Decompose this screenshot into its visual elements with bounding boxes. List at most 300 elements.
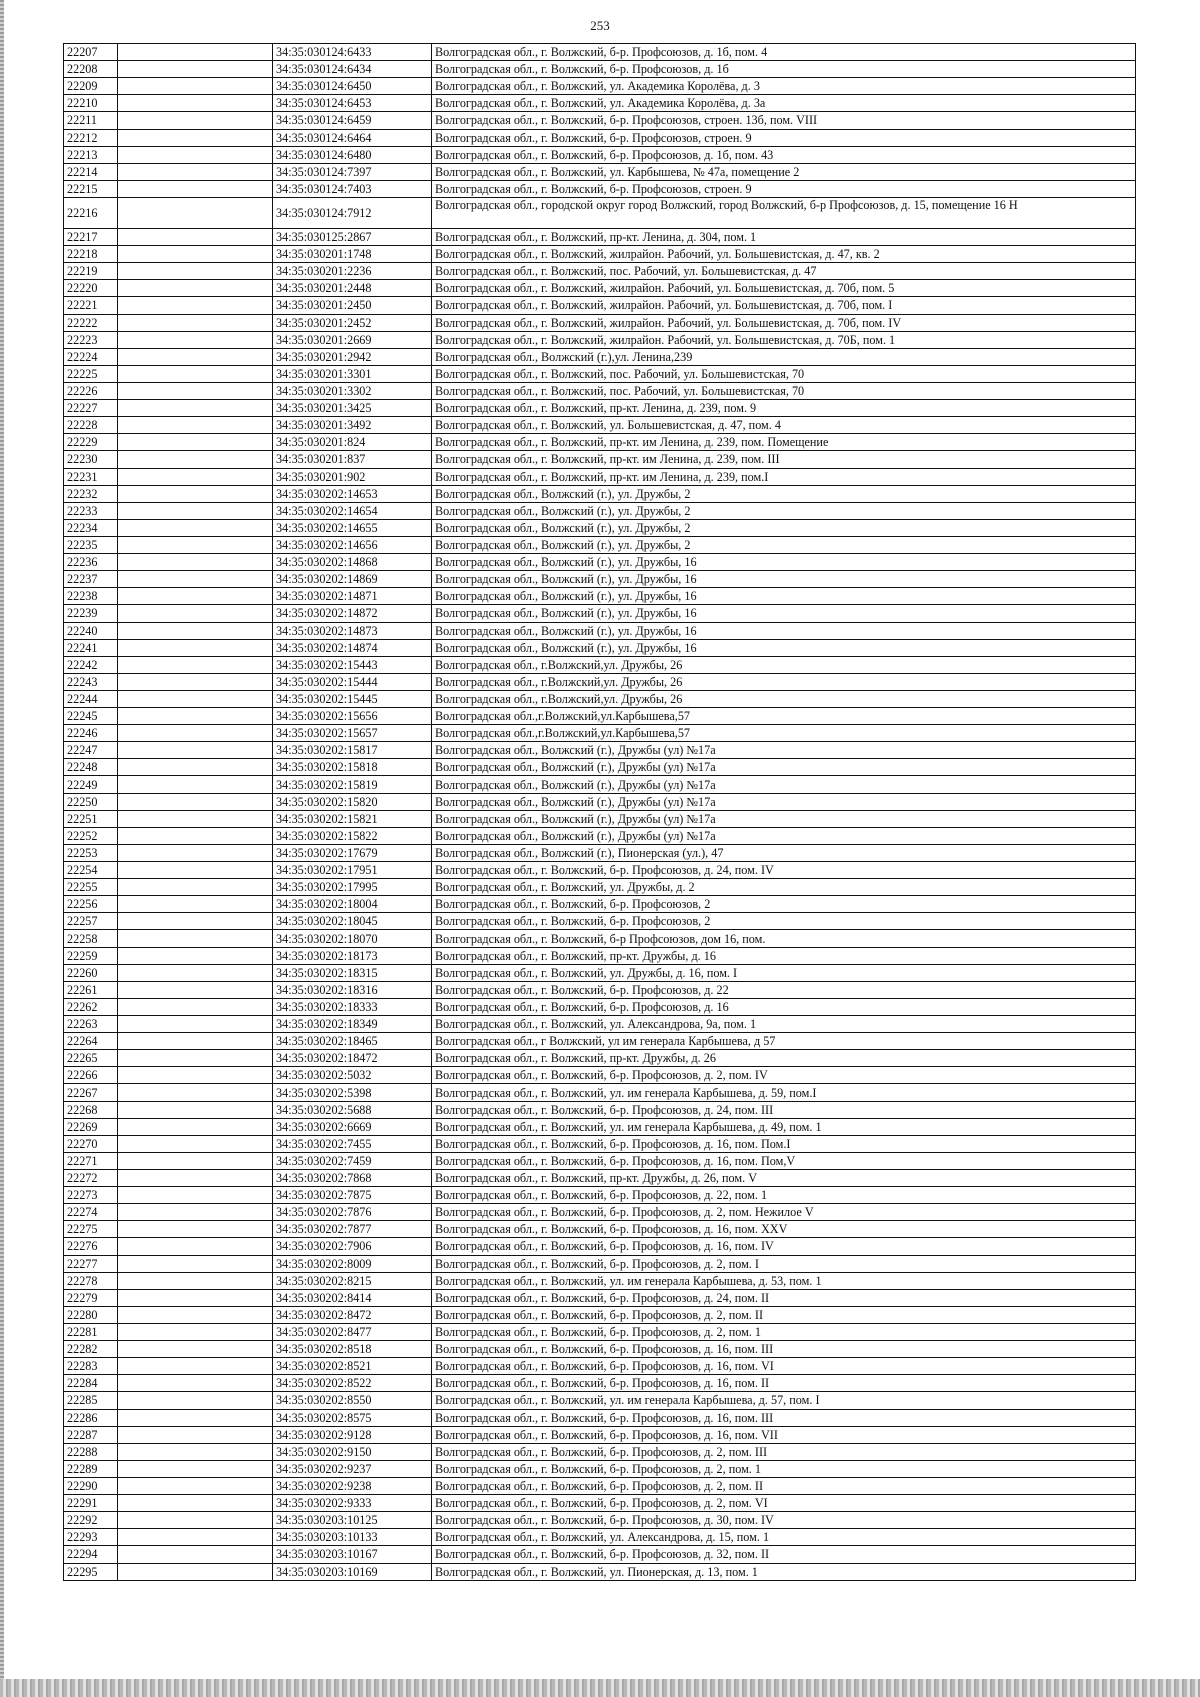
empty-cell bbox=[118, 1460, 273, 1477]
table-row bbox=[64, 95, 1136, 112]
row-number-cell: 22289 bbox=[64, 1460, 118, 1477]
cadastral-number-cell: 34:35:030202:8522 bbox=[273, 1375, 432, 1392]
table-row bbox=[64, 502, 1136, 519]
address-cell: Волгоградская обл., г. Волжский, б-р. Профсоюзов, д. 24, пом. II bbox=[432, 1289, 1136, 1306]
row-number-cell: 22211 bbox=[64, 112, 118, 129]
row-number-cell: 22282 bbox=[64, 1341, 118, 1358]
table-row bbox=[64, 725, 1136, 742]
cadastral-number-cell: 34:35:030201:2448 bbox=[273, 280, 432, 297]
row-number-cell: 22258 bbox=[64, 930, 118, 947]
cadastral-number-cell: 34:35:030202:18004 bbox=[273, 896, 432, 913]
row-number-cell: 22222 bbox=[64, 314, 118, 331]
address-cell: Волгоградская обл., г. Волжский, пр-кт. Ленина, д. 239, пом. 9 bbox=[432, 400, 1136, 417]
cadastral-number-cell: 34:35:030124:6480 bbox=[273, 146, 432, 163]
row-number-cell: 22293 bbox=[64, 1529, 118, 1546]
row-number-cell: 22219 bbox=[64, 263, 118, 280]
cadastral-number-cell: 34:35:030202:5032 bbox=[273, 1067, 432, 1084]
table-row bbox=[64, 913, 1136, 930]
empty-cell bbox=[118, 571, 273, 588]
row-number-cell: 22278 bbox=[64, 1272, 118, 1289]
cadastral-number-cell: 34:35:030202:14871 bbox=[273, 588, 432, 605]
address-cell: Волгоградская обл., г. Волжский, пр-кт. Дружбы, д. 26, пом. V bbox=[432, 1170, 1136, 1187]
cadastral-number-cell: 34:35:030202:14868 bbox=[273, 554, 432, 571]
empty-cell bbox=[118, 197, 273, 228]
address-cell: Волгоградская обл., Волжский (г.), ул. Дружбы, 16 bbox=[432, 605, 1136, 622]
row-number-cell: 22256 bbox=[64, 896, 118, 913]
address-cell: Волгоградская обл., Волжский (г.), Дружбы (ул) №17а bbox=[432, 827, 1136, 844]
empty-cell bbox=[118, 417, 273, 434]
cadastral-number-cell: 34:35:030202:18315 bbox=[273, 964, 432, 981]
address-cell: Волгоградская обл., городской округ город Волжский, город Волжский, б-р Профсоюзов, д. 15, помещение 16 Н bbox=[432, 197, 1136, 228]
row-number-cell: 22209 bbox=[64, 78, 118, 95]
cadastral-number-cell: 34:35:030202:18333 bbox=[273, 998, 432, 1015]
cadastral-number-cell: 34:35:030202:18472 bbox=[273, 1050, 432, 1067]
table-row bbox=[64, 61, 1136, 78]
table-row bbox=[64, 129, 1136, 146]
address-cell: Волгоградская обл., г. Волжский, б-р. Профсоюзов, д. 2, пом. II bbox=[432, 1306, 1136, 1323]
empty-cell bbox=[118, 1495, 273, 1512]
address-cell: Волгоградская обл., Волжский (г.), ул. Дружбы, 2 bbox=[432, 502, 1136, 519]
row-number-cell: 22280 bbox=[64, 1306, 118, 1323]
empty-cell bbox=[118, 964, 273, 981]
cadastral-number-cell: 34:35:030202:18045 bbox=[273, 913, 432, 930]
empty-cell bbox=[118, 1426, 273, 1443]
empty-cell bbox=[118, 78, 273, 95]
table-row bbox=[64, 297, 1136, 314]
empty-cell bbox=[118, 913, 273, 930]
address-cell: Волгоградская обл., г. Волжский, б-р. Профсоюзов, д. 2, пом. VI bbox=[432, 1495, 1136, 1512]
row-number-cell: 22238 bbox=[64, 588, 118, 605]
row-number-cell: 22286 bbox=[64, 1409, 118, 1426]
row-number-cell: 22243 bbox=[64, 673, 118, 690]
row-number-cell: 22291 bbox=[64, 1495, 118, 1512]
table-row bbox=[64, 1050, 1136, 1067]
row-number-cell: 22208 bbox=[64, 61, 118, 78]
table-row bbox=[64, 112, 1136, 129]
address-cell: Волгоградская обл., г. Волжский, б-р. Профсоюзов, д. 24, пом. III bbox=[432, 1101, 1136, 1118]
cadastral-number-cell: 34:35:030124:7397 bbox=[273, 163, 432, 180]
cadastral-number-cell: 34:35:030202:15820 bbox=[273, 793, 432, 810]
empty-cell bbox=[118, 44, 273, 61]
address-cell: Волгоградская обл., г. Волжский, б-р. Профсоюзов, д. 16, пом. III bbox=[432, 1409, 1136, 1426]
empty-cell bbox=[118, 163, 273, 180]
address-cell: Волгоградская обл., г. Волжский, жилрайон. Рабочий, ул. Большевистская, д. 70б, пом. IV bbox=[432, 314, 1136, 331]
cadastral-number-cell: 34:35:030202:14873 bbox=[273, 622, 432, 639]
empty-cell bbox=[118, 112, 273, 129]
cadastral-number-cell: 34:35:030203:10167 bbox=[273, 1546, 432, 1563]
table-row bbox=[64, 536, 1136, 553]
address-cell: Волгоградская обл., Волжский (г.), Дружбы (ул) №17а bbox=[432, 742, 1136, 759]
row-number-cell: 22224 bbox=[64, 348, 118, 365]
address-cell: Волгоградская обл., г. Волжский, б-р. Профсоюзов, д. 2, пом. III bbox=[432, 1443, 1136, 1460]
address-cell: Волгоградская обл., г. Волжский, б-р Профсоюзов, дом 16, пом. bbox=[432, 930, 1136, 947]
cadastral-number-cell: 34:35:030202:9238 bbox=[273, 1477, 432, 1494]
row-number-cell: 22218 bbox=[64, 246, 118, 263]
cadastral-number-cell: 34:35:030201:2452 bbox=[273, 314, 432, 331]
empty-cell bbox=[118, 1323, 273, 1340]
cadastral-number-cell: 34:35:030202:8575 bbox=[273, 1409, 432, 1426]
empty-cell bbox=[118, 61, 273, 78]
empty-cell bbox=[118, 1101, 273, 1118]
empty-cell bbox=[118, 95, 273, 112]
empty-cell bbox=[118, 639, 273, 656]
address-cell: Волгоградская обл., Волжский (г.), ул. Дружбы, 16 bbox=[432, 588, 1136, 605]
address-cell: Волгоградская обл., г. Волжский, пр-кт. им Ленина, д. 239, пом. Помещение bbox=[432, 434, 1136, 451]
table-row bbox=[64, 1101, 1136, 1118]
empty-cell bbox=[118, 280, 273, 297]
cadastral-number-cell: 34:35:030124:7403 bbox=[273, 180, 432, 197]
empty-cell bbox=[118, 1084, 273, 1101]
empty-cell bbox=[118, 827, 273, 844]
row-number-cell: 22235 bbox=[64, 536, 118, 553]
cadastral-number-cell: 34:35:030202:9237 bbox=[273, 1460, 432, 1477]
cadastral-number-cell: 34:35:030202:7868 bbox=[273, 1170, 432, 1187]
empty-cell bbox=[118, 1306, 273, 1323]
row-number-cell: 22216 bbox=[64, 197, 118, 228]
empty-cell bbox=[118, 129, 273, 146]
cadastral-number-cell: 34:35:030201:902 bbox=[273, 468, 432, 485]
address-cell: Волгоградская обл., г. Волжский, ул. Александрова, д. 15, пом. 1 bbox=[432, 1529, 1136, 1546]
row-number-cell: 22270 bbox=[64, 1135, 118, 1152]
cadastral-number-cell: 34:35:030202:15821 bbox=[273, 810, 432, 827]
address-cell: Волгоградская обл., г. Волжский, б-р. Профсоюзов, д. 16, пом. Пом.I bbox=[432, 1135, 1136, 1152]
row-number-cell: 22283 bbox=[64, 1358, 118, 1375]
cadastral-number-cell: 34:35:030202:15817 bbox=[273, 742, 432, 759]
empty-cell bbox=[118, 1512, 273, 1529]
address-cell: Волгоградская обл., г. Волжский, б-р. Профсоюзов, д. 16, пом. IV bbox=[432, 1238, 1136, 1255]
scan-edge-left bbox=[0, 0, 4, 1697]
row-number-cell: 22237 bbox=[64, 571, 118, 588]
empty-cell bbox=[118, 1016, 273, 1033]
row-number-cell: 22252 bbox=[64, 827, 118, 844]
empty-cell bbox=[118, 1409, 273, 1426]
cadastral-number-cell: 34:35:030202:15443 bbox=[273, 656, 432, 673]
address-cell: Волгоградская обл., г. Волжский, ул. им генерала Карбышева, д. 59, пом.I bbox=[432, 1084, 1136, 1101]
row-number-cell: 22214 bbox=[64, 163, 118, 180]
row-number-cell: 22273 bbox=[64, 1187, 118, 1204]
address-cell: Волгоградская обл., г. Волжский, пр-кт. им Ленина, д. 239, пом.I bbox=[432, 468, 1136, 485]
row-number-cell: 22295 bbox=[64, 1563, 118, 1580]
row-number-cell: 22292 bbox=[64, 1512, 118, 1529]
address-cell: Волгоградская обл.,г.Волжский,ул.Карбышева,57 bbox=[432, 725, 1136, 742]
empty-cell bbox=[118, 793, 273, 810]
address-cell: Волгоградская обл., г. Волжский, б-р. Профсоюзов, д. 24, пом. IV bbox=[432, 862, 1136, 879]
empty-cell bbox=[118, 1529, 273, 1546]
address-cell: Волгоградская обл., г. Волжский, б-р. Профсоюзов, д. 22 bbox=[432, 981, 1136, 998]
address-cell: Волгоградская обл., г. Волжский, б-р. Профсоюзов, д. 16, пом. II bbox=[432, 1375, 1136, 1392]
cadastral-number-cell: 34:35:030203:10133 bbox=[273, 1529, 432, 1546]
empty-cell bbox=[118, 554, 273, 571]
address-cell: Волгоградская обл., г. Волжский, б-р. Профсоюзов, строен. 9 bbox=[432, 129, 1136, 146]
row-number-cell: 22277 bbox=[64, 1255, 118, 1272]
row-number-cell: 22215 bbox=[64, 180, 118, 197]
cadastral-number-cell: 34:35:030202:14653 bbox=[273, 485, 432, 502]
address-cell: Волгоградская обл., г. Волжский, б-р. Профсоюзов, д. 2, пом. II bbox=[432, 1477, 1136, 1494]
table-row bbox=[64, 400, 1136, 417]
empty-cell bbox=[118, 1392, 273, 1409]
address-cell: Волгоградская обл., г. Волжский, жилрайон. Рабочий, ул. Большевистская, д. 70Б, пом. 1 bbox=[432, 331, 1136, 348]
table-row bbox=[64, 1238, 1136, 1255]
cadastral-number-cell: 34:35:030202:15818 bbox=[273, 759, 432, 776]
table-row bbox=[64, 146, 1136, 163]
table-row bbox=[64, 690, 1136, 707]
empty-cell bbox=[118, 588, 273, 605]
row-number-cell: 22213 bbox=[64, 146, 118, 163]
row-number-cell: 22294 bbox=[64, 1546, 118, 1563]
empty-cell bbox=[118, 468, 273, 485]
table-row bbox=[64, 656, 1136, 673]
row-number-cell: 22217 bbox=[64, 228, 118, 245]
row-number-cell: 22285 bbox=[64, 1392, 118, 1409]
cadastral-number-cell: 34:35:030202:8477 bbox=[273, 1323, 432, 1340]
cadastral-number-cell: 34:35:030124:6453 bbox=[273, 95, 432, 112]
row-number-cell: 22207 bbox=[64, 44, 118, 61]
cadastral-number-cell: 34:35:030124:6459 bbox=[273, 112, 432, 129]
table-row bbox=[64, 78, 1136, 95]
cadastral-number-cell: 34:35:030202:18316 bbox=[273, 981, 432, 998]
table-row bbox=[64, 1563, 1136, 1580]
table-row bbox=[64, 417, 1136, 434]
cadastral-number-cell: 34:35:030202:17679 bbox=[273, 844, 432, 861]
cadastral-number-cell: 34:35:030202:15822 bbox=[273, 827, 432, 844]
address-cell: Волгоградская обл., г. Волжский, б-р. Профсоюзов, д. 16 bbox=[432, 998, 1136, 1015]
row-number-cell: 22233 bbox=[64, 502, 118, 519]
address-cell: Волгоградская обл., Волжский (г.), Дружбы (ул) №17а bbox=[432, 793, 1136, 810]
address-cell: Волгоградская обл., г. Волжский, пр-кт. им Ленина, д. 239, пом. III bbox=[432, 451, 1136, 468]
cadastral-number-cell: 34:35:030202:15656 bbox=[273, 708, 432, 725]
cadastral-number-cell: 34:35:030202:15657 bbox=[273, 725, 432, 742]
row-number-cell: 22265 bbox=[64, 1050, 118, 1067]
cadastral-number-cell: 34:35:030202:7906 bbox=[273, 1238, 432, 1255]
empty-cell bbox=[118, 1563, 273, 1580]
row-number-cell: 22267 bbox=[64, 1084, 118, 1101]
row-number-cell: 22257 bbox=[64, 913, 118, 930]
empty-cell bbox=[118, 536, 273, 553]
cadastral-number-cell: 34:35:030202:7455 bbox=[273, 1135, 432, 1152]
table-row bbox=[64, 554, 1136, 571]
table-row bbox=[64, 246, 1136, 263]
empty-cell bbox=[118, 400, 273, 417]
table-row bbox=[64, 1204, 1136, 1221]
table-row bbox=[64, 981, 1136, 998]
empty-cell bbox=[118, 1341, 273, 1358]
empty-cell bbox=[118, 485, 273, 502]
cadastral-number-cell: 34:35:030202:8215 bbox=[273, 1272, 432, 1289]
table-row bbox=[64, 862, 1136, 879]
table-row bbox=[64, 1375, 1136, 1392]
table-row bbox=[64, 759, 1136, 776]
table-row bbox=[64, 365, 1136, 382]
row-number-cell: 22259 bbox=[64, 947, 118, 964]
row-number-cell: 22221 bbox=[64, 297, 118, 314]
address-cell: Волгоградская обл., г. Волжский, ул. Большевистская, д. 47, пом. 4 bbox=[432, 417, 1136, 434]
empty-cell bbox=[118, 365, 273, 382]
address-cell: Волгоградская обл., г. Волжский, б-р. Профсоюзов, д. 1б, пом. 4 bbox=[432, 44, 1136, 61]
table-row bbox=[64, 1392, 1136, 1409]
empty-cell bbox=[118, 998, 273, 1015]
row-number-cell: 22290 bbox=[64, 1477, 118, 1494]
table-row bbox=[64, 1187, 1136, 1204]
table-row bbox=[64, 588, 1136, 605]
address-cell: Волгоградская обл., г.Волжский,ул. Дружбы, 26 bbox=[432, 673, 1136, 690]
empty-cell bbox=[118, 656, 273, 673]
empty-cell bbox=[118, 228, 273, 245]
row-number-cell: 22229 bbox=[64, 434, 118, 451]
row-number-cell: 22212 bbox=[64, 129, 118, 146]
empty-cell bbox=[118, 742, 273, 759]
address-cell: Волгоградская обл., г. Волжский, б-р. Профсоюзов, 2 bbox=[432, 896, 1136, 913]
address-cell: Волгоградская обл., г. Волжский, б-р. Профсоюзов, д. 2, пом. 1 bbox=[432, 1460, 1136, 1477]
cadastral-number-cell: 34:35:030202:18070 bbox=[273, 930, 432, 947]
cadastral-number-cell: 34:35:030201:1748 bbox=[273, 246, 432, 263]
table-row bbox=[64, 1460, 1136, 1477]
cadastral-number-cell: 34:35:030202:8518 bbox=[273, 1341, 432, 1358]
row-number-cell: 22240 bbox=[64, 622, 118, 639]
table-row bbox=[64, 1067, 1136, 1084]
table-row bbox=[64, 571, 1136, 588]
row-number-cell: 22244 bbox=[64, 690, 118, 707]
empty-cell bbox=[118, 622, 273, 639]
address-cell: Волгоградская обл., г. Волжский, б-р. Профсоюзов, д. 16, пом. Пом,V bbox=[432, 1152, 1136, 1169]
row-number-cell: 22223 bbox=[64, 331, 118, 348]
table-row bbox=[64, 947, 1136, 964]
address-cell: Волгоградская обл., г. Волжский, пр-кт. Ленина, д. 304, пом. 1 bbox=[432, 228, 1136, 245]
cadastral-number-cell: 34:35:030202:14655 bbox=[273, 519, 432, 536]
cadastral-number-cell: 34:35:030202:9333 bbox=[273, 1495, 432, 1512]
row-number-cell: 22271 bbox=[64, 1152, 118, 1169]
empty-cell bbox=[118, 862, 273, 879]
cadastral-number-cell: 34:35:030202:14654 bbox=[273, 502, 432, 519]
cadastral-number-cell: 34:35:030202:18173 bbox=[273, 947, 432, 964]
row-number-cell: 22263 bbox=[64, 1016, 118, 1033]
empty-cell bbox=[118, 1375, 273, 1392]
empty-cell bbox=[118, 348, 273, 365]
table-row bbox=[64, 1512, 1136, 1529]
cadastral-number-cell: 34:35:030202:8472 bbox=[273, 1306, 432, 1323]
empty-cell bbox=[118, 1204, 273, 1221]
row-number-cell: 22253 bbox=[64, 844, 118, 861]
table-row bbox=[64, 896, 1136, 913]
address-cell: Волгоградская обл., г. Волжский, б-р. Профсоюзов, д. 1б bbox=[432, 61, 1136, 78]
row-number-cell: 22284 bbox=[64, 1375, 118, 1392]
address-cell: Волгоградская обл., г. Волжский, ул. Пионерская, д. 13, пом. 1 bbox=[432, 1563, 1136, 1580]
row-number-cell: 22246 bbox=[64, 725, 118, 742]
cadastral-number-cell: 34:35:030202:7876 bbox=[273, 1204, 432, 1221]
cadastral-number-cell: 34:35:030202:6669 bbox=[273, 1118, 432, 1135]
row-number-cell: 22274 bbox=[64, 1204, 118, 1221]
cadastral-number-cell: 34:35:030201:3425 bbox=[273, 400, 432, 417]
empty-cell bbox=[118, 1443, 273, 1460]
cadastral-number-cell: 34:35:030201:824 bbox=[273, 434, 432, 451]
address-cell: Волгоградская обл., г. Волжский, пр-кт. Дружбы, д. 26 bbox=[432, 1050, 1136, 1067]
table-row bbox=[64, 964, 1136, 981]
address-cell: Волгоградская обл., Волжский (г.), ул. Дружбы, 2 bbox=[432, 519, 1136, 536]
empty-cell bbox=[118, 314, 273, 331]
empty-cell bbox=[118, 519, 273, 536]
address-cell: Волгоградская обл., Волжский (г.), ул. Дружбы, 16 bbox=[432, 571, 1136, 588]
table-row bbox=[64, 485, 1136, 502]
row-number-cell: 22231 bbox=[64, 468, 118, 485]
empty-cell bbox=[118, 725, 273, 742]
address-cell: Волгоградская обл., г. Волжский, б-р. Профсоюзов, д. 16, пом. VII bbox=[432, 1426, 1136, 1443]
table-row bbox=[64, 605, 1136, 622]
empty-cell bbox=[118, 810, 273, 827]
address-cell: Волгоградская обл., г. Волжский, ул. Дружбы, д. 2 bbox=[432, 879, 1136, 896]
cadastral-number-cell: 34:35:030202:18349 bbox=[273, 1016, 432, 1033]
cadastral-number-cell: 34:35:030124:6450 bbox=[273, 78, 432, 95]
row-number-cell: 22247 bbox=[64, 742, 118, 759]
table-row bbox=[64, 639, 1136, 656]
cadastral-number-cell: 34:35:030202:9128 bbox=[273, 1426, 432, 1443]
empty-cell bbox=[118, 690, 273, 707]
table-row bbox=[64, 263, 1136, 280]
cadastral-number-cell: 34:35:030201:3301 bbox=[273, 365, 432, 382]
empty-cell bbox=[118, 1118, 273, 1135]
empty-cell bbox=[118, 1546, 273, 1563]
address-cell: Волгоградская обл., г. Волжский, пос. Рабочий, ул. Большевистская, 70 bbox=[432, 365, 1136, 382]
row-number-cell: 22250 bbox=[64, 793, 118, 810]
table-row bbox=[64, 468, 1136, 485]
table-row bbox=[64, 1529, 1136, 1546]
empty-cell bbox=[118, 146, 273, 163]
table-row bbox=[64, 708, 1136, 725]
row-number-cell: 22241 bbox=[64, 639, 118, 656]
table-row bbox=[64, 1323, 1136, 1340]
address-cell: Волгоградская обл., г. Волжский, ул. им генерала Карбышева, д. 49, пом. 1 bbox=[432, 1118, 1136, 1135]
row-number-cell: 22254 bbox=[64, 862, 118, 879]
empty-cell bbox=[118, 434, 273, 451]
cadastral-number-cell: 34:35:030202:14874 bbox=[273, 639, 432, 656]
address-cell: Волгоградская обл., г.Волжский,ул. Дружбы, 26 bbox=[432, 690, 1136, 707]
address-cell: Волгоградская обл., Волжский (г.), ул. Дружбы, 16 bbox=[432, 554, 1136, 571]
cadastral-number-cell: 34:35:030202:5688 bbox=[273, 1101, 432, 1118]
cadastral-number-cell: 34:35:030201:2236 bbox=[273, 263, 432, 280]
row-number-cell: 22225 bbox=[64, 365, 118, 382]
table-row bbox=[64, 776, 1136, 793]
table-row bbox=[64, 1409, 1136, 1426]
address-cell: Волгоградская обл., г. Волжский, б-р. Профсоюзов, д. 2, пом. Нежилое V bbox=[432, 1204, 1136, 1221]
table-row bbox=[64, 998, 1136, 1015]
address-cell: Волгоградская обл., г. Волжский, б-р. Профсоюзов, строен. 13б, пом. VIII bbox=[432, 112, 1136, 129]
row-number-cell: 22281 bbox=[64, 1323, 118, 1340]
table-row bbox=[64, 1135, 1136, 1152]
row-number-cell: 22264 bbox=[64, 1033, 118, 1050]
cadastral-number-cell: 34:35:030202:14872 bbox=[273, 605, 432, 622]
empty-cell bbox=[118, 1477, 273, 1494]
empty-cell bbox=[118, 1067, 273, 1084]
registry-table bbox=[63, 43, 1136, 1581]
table-row bbox=[64, 844, 1136, 861]
address-cell: Волгоградская обл., г.Волжский,ул. Дружбы, 26 bbox=[432, 656, 1136, 673]
address-cell: Волгоградская обл., г. Волжский, ул. Дружбы, д. 16, пом. I bbox=[432, 964, 1136, 981]
row-number-cell: 22236 bbox=[64, 554, 118, 571]
row-number-cell: 22287 bbox=[64, 1426, 118, 1443]
empty-cell bbox=[118, 1358, 273, 1375]
table-row bbox=[64, 1306, 1136, 1323]
row-number-cell: 22220 bbox=[64, 280, 118, 297]
cadastral-number-cell: 34:35:030201:2669 bbox=[273, 331, 432, 348]
empty-cell bbox=[118, 981, 273, 998]
empty-cell bbox=[118, 930, 273, 947]
address-cell: Волгоградская обл., Волжский (г.), Дружбы (ул) №17а bbox=[432, 810, 1136, 827]
empty-cell bbox=[118, 1255, 273, 1272]
address-cell: Волгоградская обл., г. Волжский, пос. Рабочий, ул. Большевистская, д. 47 bbox=[432, 263, 1136, 280]
cadastral-number-cell: 34:35:030202:9150 bbox=[273, 1443, 432, 1460]
empty-cell bbox=[118, 263, 273, 280]
table-row bbox=[64, 382, 1136, 399]
cadastral-number-cell: 34:35:030202:14869 bbox=[273, 571, 432, 588]
table-row bbox=[64, 1477, 1136, 1494]
